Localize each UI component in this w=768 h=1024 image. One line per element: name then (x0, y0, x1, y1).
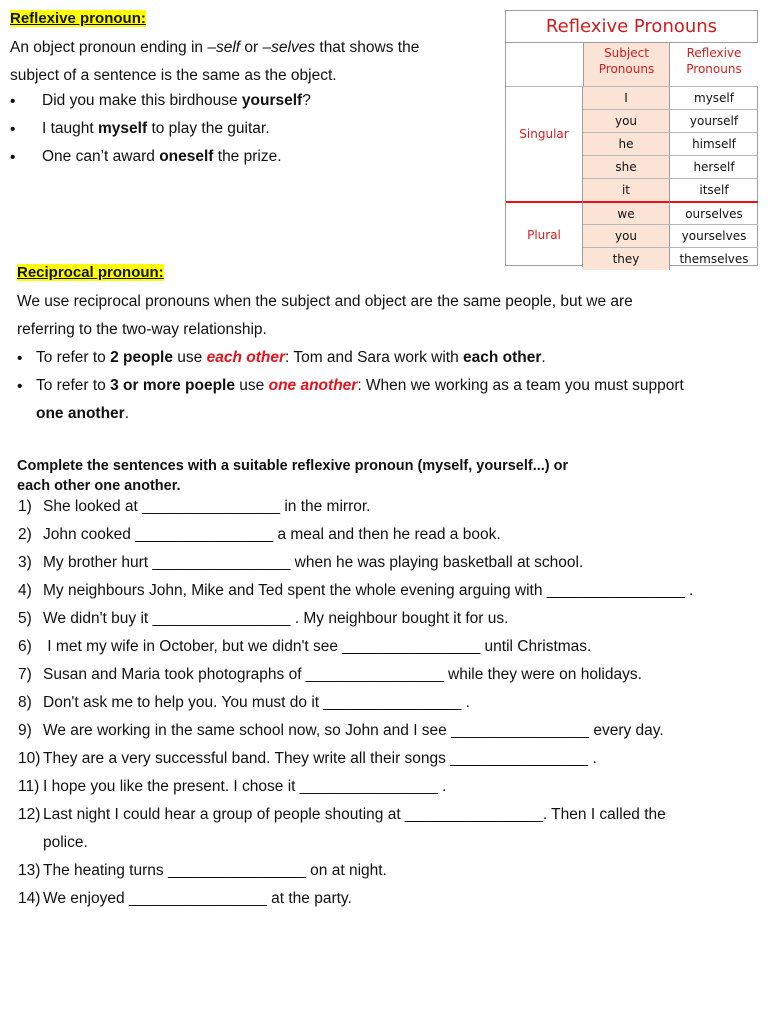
exercise-item (18, 610, 508, 628)
reflexive-pronoun-cell: herself (670, 155, 758, 178)
t: use (172, 349, 207, 366)
t: : When we working as a team you must support (357, 377, 684, 394)
subject-pronoun-cell: she (583, 155, 670, 178)
subject-pronoun-cell: we (583, 201, 670, 224)
recip-item-1 (36, 344, 546, 372)
instr-line1: Complete the sentences with a suitable reflexive pronoun (myself, yourself...) or (17, 458, 569, 474)
subject-pronoun-cell: it (583, 178, 670, 201)
item-text: Last night I could hear a group of people shouting at ________________. Then I called the (43, 806, 666, 823)
item-number: 13) (18, 862, 41, 879)
item-number: 3) (18, 554, 32, 571)
subject-pronoun-cell: you (583, 224, 670, 247)
t: one another (36, 405, 125, 422)
reflexive-example: I taught myself to play the guitar. (42, 120, 270, 137)
item-number: 12) (18, 806, 41, 823)
reflexive-pronoun-cell: themselves (670, 247, 758, 270)
item-number: 4) (18, 582, 32, 599)
def-self: –self (207, 39, 241, 56)
bullet-icon: • (10, 121, 16, 138)
t: To refer to (36, 349, 111, 366)
exercise-item (18, 498, 370, 516)
exercise-instruction (17, 456, 568, 496)
reflexive-pronoun-cell: ourselves (670, 201, 758, 224)
exercise-item (18, 554, 583, 572)
col-reflexive-header: Reflexive Pronouns (670, 43, 758, 86)
exercise-item (18, 694, 470, 712)
exercise-item (18, 722, 664, 740)
recip-bullet-1: • (17, 350, 23, 367)
item-number: 10) (18, 750, 41, 767)
bullet-icon: • (10, 149, 16, 166)
reflexive-pronouns-table (505, 10, 758, 266)
t: use (235, 377, 269, 394)
reflexive-heading: Reflexive pronoun: (10, 10, 146, 27)
t: each other (463, 349, 542, 366)
item-text: Susan and Maria took photographs of ________________ while they were on holidays. (43, 666, 642, 683)
item-number: 8) (18, 694, 32, 711)
item-number: 1) (18, 498, 32, 515)
item-number: 2) (18, 526, 32, 543)
subject-pronoun-cell: they (583, 247, 670, 270)
item-text: I hope you like the present. I chose it ________________ . (43, 778, 447, 795)
singular-label: Singular (506, 86, 583, 201)
exercise-item (18, 582, 693, 600)
item-text: My neighbours John, Mike and Ted spent the whole evening arguing with ________________ . (43, 582, 694, 599)
recip-def-line2: referring to the two-way relationship. (17, 321, 267, 338)
reflexive-example: Did you make this birdhouse yourself? (42, 92, 311, 109)
exercise-item (18, 750, 597, 768)
exercise-item (18, 806, 666, 824)
item-text: I met my wife in October, but we didn't see ________________ until Christmas. (43, 638, 592, 655)
reflexive-pronoun-cell: myself (670, 86, 758, 109)
item-text: We are working in the same school now, so John and I see ________________ every day. (43, 722, 664, 739)
item-text: Don't ask me to help you. You must do it ________________ . (43, 694, 470, 711)
bullet-icon: • (10, 93, 16, 110)
recip-bullet-2: • (17, 378, 23, 395)
exercise-item (18, 526, 501, 544)
def-text: An object pronoun ending in (10, 39, 208, 56)
reflexive-pronoun-cell: himself (670, 132, 758, 155)
one-another-term: one another (268, 377, 358, 394)
instr-line2: each other one another. (17, 478, 181, 494)
def-text-b: that shows the (315, 39, 420, 56)
reflexive-pronoun-cell: yourselves (670, 224, 758, 247)
item-text: My brother hurt ________________ when he was playing basketball at school. (43, 554, 584, 571)
reflexive-pronoun-cell: yourself (670, 109, 758, 132)
reflexive-pronoun-cell: itself (670, 178, 758, 201)
t: To refer to (36, 377, 111, 394)
def-selves: –selves (262, 39, 316, 56)
t: 2 people (110, 349, 173, 366)
def-or: or (240, 39, 263, 56)
item-text: We didn't buy it ________________ . My neighbour bought it for us. (43, 610, 509, 627)
exercise-item (18, 778, 446, 796)
exercise-item (18, 890, 352, 908)
subject-pronoun-cell: he (583, 132, 670, 155)
t: : Tom and Sara work with (284, 349, 464, 366)
recip-item-2 (36, 372, 756, 428)
exercise-item (18, 834, 88, 852)
subject-pronoun-cell: you (583, 109, 670, 132)
t: 3 or more poeple (110, 377, 235, 394)
recip-def-line1: We use reciprocal pronouns when the subject and object are the same people, but we are (17, 293, 633, 310)
exercise-item (18, 666, 642, 684)
item-number: 11) (18, 778, 40, 795)
col-subject-header: Subject Pronouns (583, 43, 670, 86)
item-text: We enjoyed ________________ at the party. (43, 890, 352, 907)
t: . (124, 405, 130, 422)
reciprocal-heading: Reciprocal pronoun: (17, 264, 164, 281)
reflexive-example: One can’t award oneself the prize. (42, 148, 282, 165)
item-text: The heating turns ________________ on at night. (43, 862, 387, 879)
subject-pronoun-cell: I (583, 86, 670, 109)
reciprocal-definition (17, 288, 757, 344)
table-title: Reflexive Pronouns (506, 11, 757, 43)
item-number: 9) (18, 722, 32, 739)
def-line2: subject of a sentence is the same as the object. (10, 67, 337, 84)
item-number: 5) (18, 610, 32, 627)
t: . (541, 349, 546, 366)
plural-label: Plural (506, 201, 583, 267)
item-text: She looked at ________________ in the mirror. (43, 498, 371, 515)
item-number: 6) (18, 638, 32, 655)
exercise-item (18, 862, 387, 880)
item-text: police. (43, 834, 88, 851)
item-text: They are a very successful band. They write all their songs ________________ . (43, 750, 597, 767)
item-number: 7) (18, 666, 32, 683)
item-number: 14) (18, 890, 41, 907)
exercise-item (18, 638, 591, 656)
reflexive-definition (10, 34, 490, 90)
item-text: John cooked ________________ a meal and then he read a book. (43, 526, 501, 543)
each-other-term: each other (206, 349, 285, 366)
